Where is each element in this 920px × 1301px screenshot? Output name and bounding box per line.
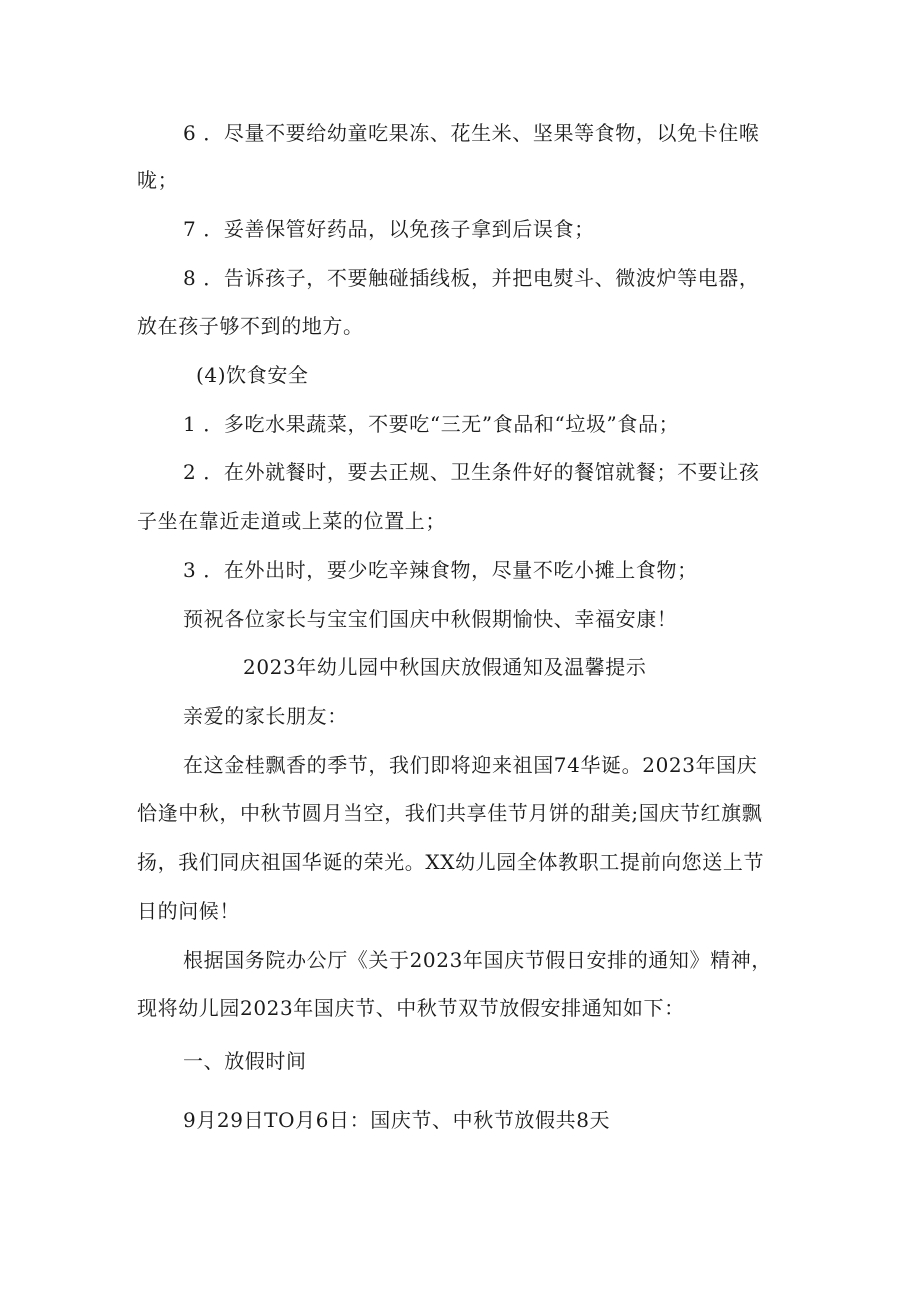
food-item-1: 1 ．多吃水果蔬菜，不要吃“三无”食品和“垃圾”食品； xyxy=(183,412,680,436)
food-item-2-line-1: 2 ．在外就餐时，要去正规、卫生条件好的餐馆就餐；不要让孩 xyxy=(183,460,760,484)
section-4-heading: (4)饮食安全 xyxy=(196,363,309,387)
item-6-line-1: 6 ．尽量不要给幼童吃果冻、花生米、坚果等食物，以免卡住喉 xyxy=(183,121,760,145)
notice-title: 2023年幼儿园中秋国庆放假通知及温馨提示 xyxy=(243,655,647,679)
closing-wish: 预祝各位家长与宝宝们国庆中秋假期愉快、幸福安康！ xyxy=(183,607,678,631)
paragraph-2-line-1: 根据国务院办公厅《关于2023年国庆节假日安排的通知》精神， xyxy=(183,948,772,972)
paragraph-1-line-4: 日的问候！ xyxy=(137,899,240,923)
section-1-heading: 一、放假时间 xyxy=(183,1049,307,1073)
paragraph-1-line-2: 恰逢中秋，中秋节圆月当空，我们共享佳节月饼的甜美;国庆节红旗飘 xyxy=(137,801,763,825)
food-item-2-line-2: 子坐在靠近走道或上菜的位置上； xyxy=(137,509,446,533)
item-8-line-2: 放在孩子够不到的地方。 xyxy=(137,314,364,338)
item-8-line-1: 8 ．告诉孩子，不要触碰插线板，并把电熨斗、微波炉等电器， xyxy=(183,266,760,290)
item-6-line-2: 咙； xyxy=(137,168,179,192)
food-item-3: 3 ．在外出时，要少吃辛辣食物，尽量不吃小摊上食物； xyxy=(183,558,698,582)
paragraph-1-line-1: 在这金桂飘香的季节，我们即将迎来祖国74华诞。2023年国庆 xyxy=(183,753,758,777)
item-7: 7 ．妥善保管好药品，以免孩子拿到后误食； xyxy=(183,217,595,241)
paragraph-2-line-2: 现将幼儿园2023年国庆节、中秋节双节放假安排通知如下： xyxy=(137,996,685,1020)
greeting: 亲爱的家长朋友： xyxy=(183,704,348,728)
holiday-schedule: 9月29日TO月6日：国庆节、中秋节放假共8天 xyxy=(183,1108,611,1132)
paragraph-1-line-3: 扬，我们同庆祖国华诞的荣光。XX幼儿园全体教职工提前向您送上节 xyxy=(137,850,765,874)
